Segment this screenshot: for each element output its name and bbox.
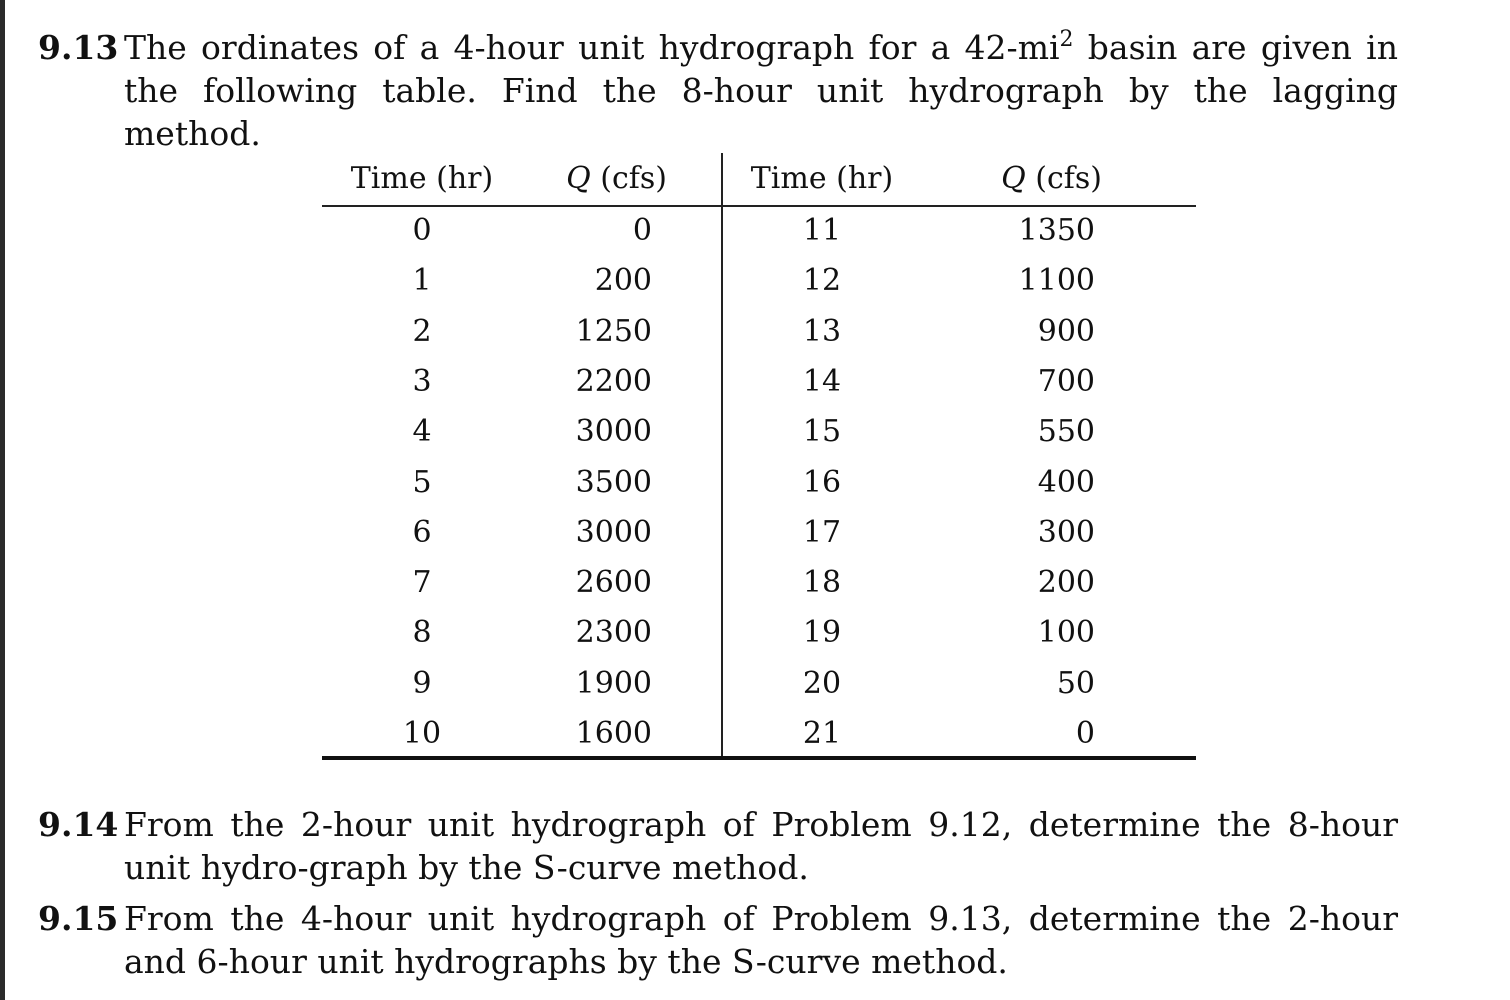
cell-time-right: 13 <box>802 313 842 349</box>
cell-time-left: 4 <box>412 414 432 450</box>
problem-9-13 <box>38 26 1398 155</box>
cell-time-right: 14 <box>802 363 842 399</box>
cell-time-right: 21 <box>802 716 842 751</box>
problem-9-14 <box>38 803 1398 889</box>
cell-time-left: 10 <box>402 716 442 751</box>
problem-text-part: basin are given in the following table. Find the 8-hour unit hydrograph by the lagging method. <box>124 28 1398 153</box>
cell-q-left: 0 <box>632 213 652 248</box>
q-unit: (cfs) <box>590 161 667 196</box>
cell-q-left: 2200 <box>575 363 652 399</box>
cell-time-right: 11 <box>802 213 842 248</box>
cell-q-right: 300 <box>1037 514 1095 550</box>
cell-q-right: 0 <box>1075 716 1095 751</box>
cell-q-left: 1600 <box>575 716 652 751</box>
q-unit: (cfs) <box>1025 161 1102 196</box>
cell-time-left: 3 <box>412 363 432 399</box>
cell-q-left: 1900 <box>575 665 652 701</box>
cell-time-right: 20 <box>802 665 842 701</box>
header-time-left: Time (hr) <box>350 161 494 196</box>
cell-q-right: 200 <box>1037 565 1095 601</box>
header-q-right <box>952 161 1102 197</box>
cell-q-right: 550 <box>1037 414 1095 450</box>
problem-number: 9.13 <box>38 28 119 67</box>
problem-text-part: The ordinates of a 4-hour unit hydrograph for a 42-mi <box>124 28 1060 67</box>
q-symbol: Q <box>1001 161 1026 196</box>
cell-q-left: 2300 <box>575 615 652 651</box>
cell-time-left: 1 <box>412 263 432 299</box>
cell-time-left: 9 <box>412 665 432 701</box>
header-time-right: Time (hr) <box>750 161 894 196</box>
cell-q-right: 700 <box>1037 363 1095 399</box>
cell-time-right: 17 <box>802 514 842 550</box>
footer-rule <box>322 756 1196 760</box>
problem-text <box>124 26 1398 155</box>
superscript-two: 2 <box>1059 27 1074 52</box>
cell-time-right: 16 <box>802 464 842 500</box>
header-rule <box>322 205 1196 207</box>
cell-q-left: 3000 <box>575 514 652 550</box>
q-symbol: Q <box>566 161 591 196</box>
cell-q-left: 1250 <box>575 313 652 349</box>
cell-time-left: 8 <box>412 615 432 651</box>
cell-time-right: 19 <box>802 615 842 651</box>
problem-9-15 <box>38 897 1398 983</box>
cell-q-right: 100 <box>1037 615 1095 651</box>
cell-time-left: 2 <box>412 313 432 349</box>
problem-text: From the 2-hour unit hydrograph of Problem 9.12, determine the 8-hour unit hydro-graph by the S-curve method. <box>124 805 1398 887</box>
cell-time-left: 5 <box>412 464 432 500</box>
cell-q-right: 50 <box>1056 665 1095 701</box>
header-q-left <box>522 161 667 197</box>
cell-q-left: 3000 <box>575 414 652 450</box>
cell-q-right: 1350 <box>1018 213 1095 248</box>
problem-number: 9.15 <box>38 899 119 938</box>
cell-time-left: 7 <box>412 565 432 601</box>
problem-number: 9.14 <box>38 805 119 844</box>
page-edge-rule <box>0 0 5 1000</box>
cell-time-left: 0 <box>412 213 432 248</box>
cell-time-left: 6 <box>412 514 432 550</box>
cell-q-right: 400 <box>1037 464 1095 500</box>
cell-time-right: 18 <box>802 565 842 601</box>
cell-time-right: 12 <box>802 263 842 299</box>
cell-q-right: 900 <box>1037 313 1095 349</box>
cell-time-right: 15 <box>802 414 842 450</box>
problem-text: From the 4-hour unit hydrograph of Problem 9.13, determine the 2-hour and 6-hour unit hydrographs by the S-curve method. <box>124 899 1398 981</box>
cell-q-left: 2600 <box>575 565 652 601</box>
cell-q-right: 1100 <box>1018 263 1095 299</box>
cell-q-left: 200 <box>594 263 652 299</box>
cell-q-left: 3500 <box>575 464 652 500</box>
hydrograph-table <box>322 153 1196 761</box>
